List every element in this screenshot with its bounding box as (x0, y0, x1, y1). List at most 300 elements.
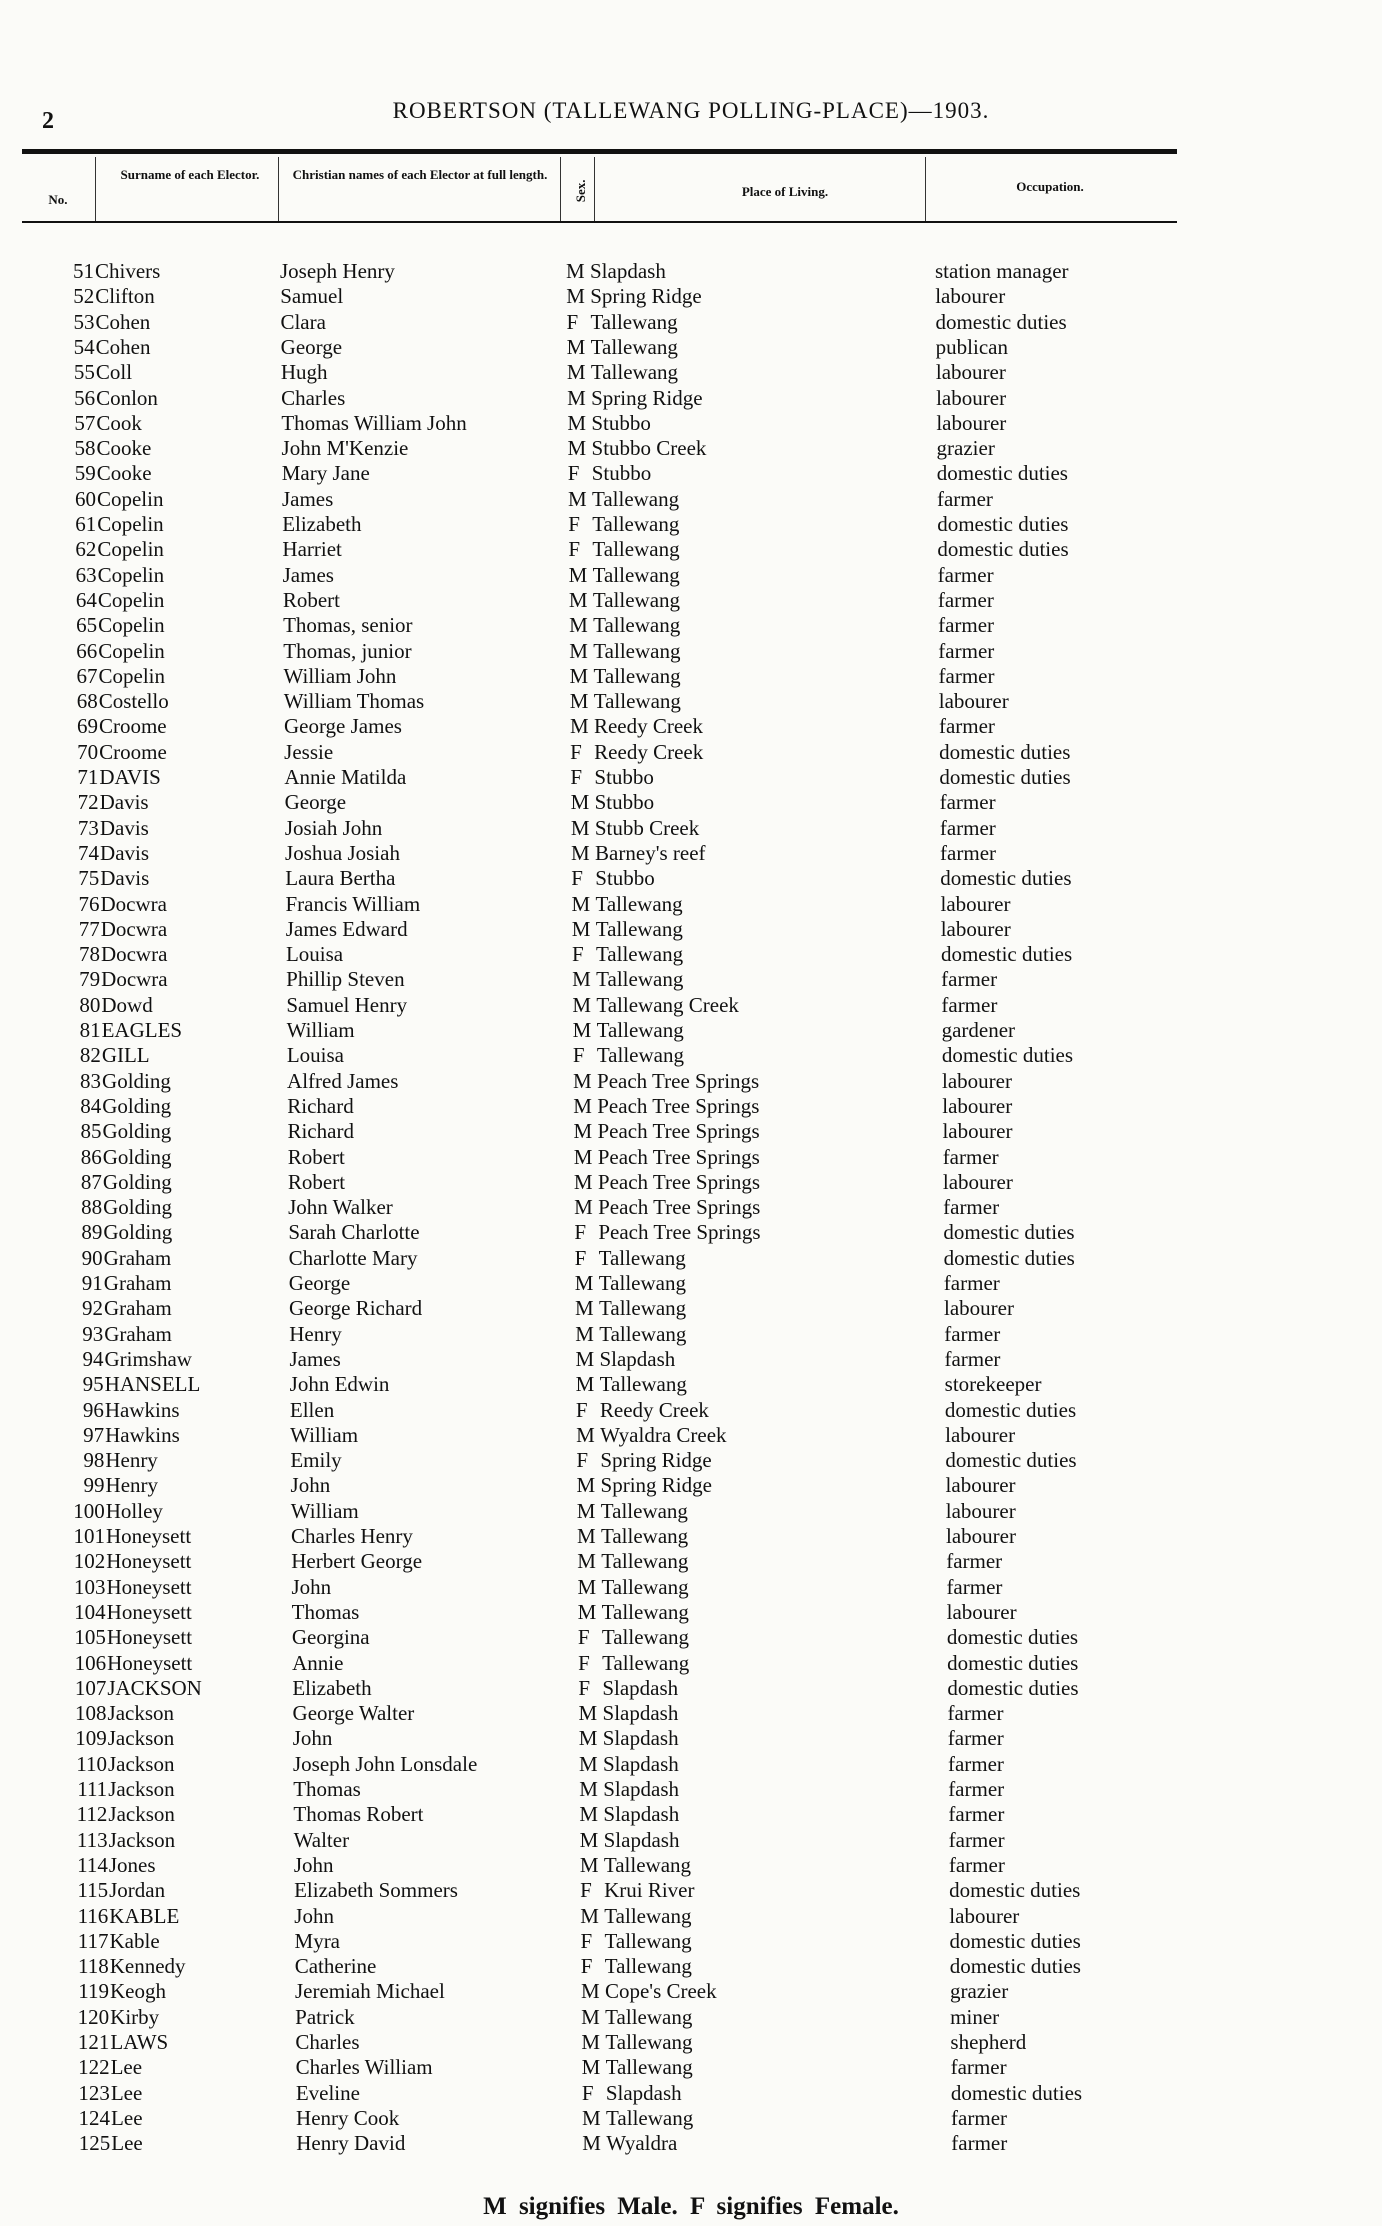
elector-row (0, 1701, 1382, 1726)
elector-occupation: farmer (948, 1777, 1005, 1801)
elector-surname: Jackson (107, 1726, 175, 1751)
elector-christian-names: Patrick (295, 2004, 355, 2029)
elector-row (0, 487, 1382, 512)
elector-surname: Golding (102, 1068, 171, 1093)
elector-surname: Holley (105, 1498, 163, 1523)
elector-sex: M (572, 992, 592, 1017)
elector-row (0, 1979, 1382, 2004)
elector-place-of-living: Tallewang (593, 689, 681, 714)
elector-surname: Copelin (97, 512, 164, 536)
elector-occupation: domestic duties (944, 1397, 1077, 1422)
elector-place-of-living: Peach Tree Springs (598, 1195, 761, 1220)
elector-sex: F (580, 1878, 592, 1903)
elector-surname: Lee (110, 2055, 143, 2080)
elector-surname: Coll (95, 360, 133, 385)
elector-number: 96 (82, 1397, 104, 1422)
elector-row (0, 1145, 1382, 1170)
elector-surname: Golding (102, 1144, 172, 1169)
elector-row (0, 335, 1382, 360)
elector-christian-names: John (294, 1903, 334, 1928)
elector-christian-names: Thomas (291, 1599, 360, 1624)
elector-place-of-living: Wyaldra Creek (600, 1422, 727, 1447)
elector-christian-names: George (280, 334, 343, 359)
elector-place-of-living: Tallewang (596, 1043, 684, 1068)
elector-occupation: domestic duties (935, 309, 1067, 334)
elector-sex: M (579, 1777, 598, 1801)
elector-sex: M (576, 1473, 596, 1498)
elector-place-of-living: Stubbo (591, 410, 651, 435)
elector-occupation: labourer (945, 1422, 1016, 1447)
elector-number: 120 (77, 2004, 110, 2029)
elector-sex: M (582, 2131, 601, 2156)
elector-place-of-living: Stubb Creek (594, 815, 700, 840)
elector-number: 90 (81, 1245, 103, 1270)
elector-sex: M (577, 1599, 597, 1624)
elector-surname: Grimshaw (104, 1346, 192, 1371)
elector-row (0, 563, 1382, 588)
elector-row (0, 1473, 1382, 1498)
elector-row (0, 461, 1382, 486)
elector-surname: Jackson (107, 1751, 175, 1776)
elector-sex: M (578, 1701, 598, 1726)
elector-place-of-living: Tallewang (596, 967, 684, 992)
elector-number: 93 (82, 1321, 104, 1346)
elector-place-of-living: Wyaldra (606, 2131, 678, 2156)
elector-surname: Cooke (96, 436, 152, 461)
elector-surname: Copelin (96, 486, 164, 511)
elector-surname: Docwra (100, 942, 168, 967)
elector-surname: Keogh (109, 1979, 166, 2004)
elector-christian-names: William (290, 1422, 359, 1447)
elector-sex: F (576, 1448, 589, 1473)
elector-row (0, 967, 1382, 992)
elector-place-of-living: Tallewang (596, 1018, 684, 1042)
elector-row (0, 1246, 1382, 1271)
elector-sex: M (580, 1903, 599, 1928)
elector-sex: F (574, 1220, 587, 1245)
elector-occupation: farmer (936, 486, 993, 511)
elector-surname: Honeysett (106, 1524, 192, 1548)
column-divider (594, 157, 595, 221)
elector-row (0, 1423, 1382, 1448)
header-surname: Surname of each Elector. (120, 167, 260, 182)
elector-christian-names: Hugh (280, 360, 328, 385)
elector-occupation: farmer (950, 2055, 1007, 2080)
elector-surname: Docwra (101, 967, 168, 992)
elector-occupation: farmer (946, 1549, 1003, 1574)
elector-place-of-living: Slapdash (602, 1751, 679, 1776)
elector-christian-names: Laura Bertha (285, 866, 396, 891)
elector-occupation: farmer (943, 1271, 1000, 1295)
elector-place-of-living: Reedy Creek (593, 714, 703, 739)
elector-number: 102 (73, 1549, 106, 1574)
elector-occupation: farmer (948, 1827, 1005, 1852)
elector-surname: Lee (111, 2105, 143, 2130)
elector-christian-names: Joseph Henry (280, 259, 395, 283)
elector-place-of-living: Reedy Creek (599, 1397, 709, 1422)
elector-christian-names: John (290, 1473, 331, 1498)
elector-occupation: domestic duties (949, 1878, 1081, 1903)
elector-surname: Honeysett (106, 1549, 192, 1574)
elector-sex: M (574, 1271, 594, 1295)
elector-occupation: domestic duties (940, 942, 1073, 967)
elector-number: 65 (76, 613, 98, 638)
elector-surname: Jackson (108, 1777, 175, 1801)
elector-christian-names: Charles William (295, 2055, 433, 2080)
elector-surname: Golding (103, 1195, 172, 1220)
elector-surname: Kirby (110, 2004, 160, 2029)
elector-sex: M (566, 259, 585, 283)
elector-occupation: farmer (942, 1144, 999, 1169)
elector-place-of-living: Slapdash (602, 1701, 679, 1726)
elector-sex: M (567, 436, 587, 461)
elector-christian-names: Henry David (296, 2131, 406, 2156)
elector-number: 61 (75, 512, 97, 536)
elector-row (0, 1220, 1382, 1245)
elector-christian-names: Herbert George (291, 1549, 423, 1574)
elector-christian-names: Ellen (289, 1397, 335, 1422)
elector-row (0, 613, 1382, 638)
elector-sex: F (570, 765, 583, 789)
elector-number: 104 (74, 1599, 106, 1624)
elector-christian-names: Elizabeth (282, 512, 362, 536)
elector-surname: Graham (104, 1296, 172, 1321)
elector-surname: Jackson (108, 1802, 175, 1827)
elector-christian-names: Thomas (293, 1777, 361, 1801)
elector-number: 60 (74, 486, 96, 511)
elector-occupation: domestic duties (949, 1928, 1081, 1953)
elector-occupation: domestic duties (946, 1625, 1079, 1650)
elector-number: 76 (78, 891, 100, 916)
elector-occupation: farmer (937, 587, 994, 612)
elector-sex: M (566, 284, 585, 309)
elector-occupation: farmer (938, 714, 995, 739)
elector-christian-names: Charlotte Mary (288, 1245, 418, 1270)
elector-number: 103 (73, 1574, 106, 1599)
elector-row (0, 689, 1382, 714)
elector-surname: KABLE (109, 1903, 180, 1928)
elector-row (0, 1651, 1382, 1676)
elector-row (0, 1904, 1382, 1929)
elector-place-of-living: Tallewang (605, 2055, 693, 2080)
elector-christian-names: Louisa (285, 942, 344, 967)
elector-row (0, 2131, 1382, 2156)
elector-surname: Costello (98, 689, 169, 714)
elector-surname: Docwra (100, 891, 167, 916)
elector-surname: Jackson (107, 1701, 175, 1726)
elector-christian-names: John Walker (288, 1195, 393, 1220)
elector-christian-names: Henry Cook (296, 2105, 400, 2130)
elector-surname: Lee (110, 2080, 143, 2105)
elector-sex: M (573, 1144, 593, 1169)
elector-occupation: domestic duties (937, 537, 1069, 562)
elector-row (0, 892, 1382, 917)
elector-christian-names: Elizabeth (292, 1675, 372, 1700)
elector-christian-names: George (284, 790, 347, 815)
elector-christian-names: Eveline (295, 2080, 360, 2105)
elector-surname: Graham (103, 1271, 172, 1295)
elector-christian-names: John Edwin (289, 1372, 390, 1397)
column-divider (560, 157, 561, 221)
elector-occupation: publican (935, 334, 1008, 359)
elector-place-of-living: Tallewang (604, 1954, 692, 1979)
elector-sex: M (579, 1827, 599, 1852)
elector-number: 82 (79, 1043, 101, 1068)
elector-surname: Lee (111, 2131, 143, 2156)
elector-sex: M (566, 334, 586, 359)
elector-number: 73 (77, 815, 99, 840)
elector-row (0, 2030, 1382, 2055)
elector-occupation: labourer (942, 1119, 1013, 1144)
elector-surname: Golding (103, 1220, 173, 1245)
elector-occupation: farmer (947, 1726, 1004, 1751)
elector-sex: M (577, 1524, 596, 1548)
elector-sex: M (569, 638, 588, 663)
elector-place-of-living: Tallewang (590, 309, 678, 334)
elector-christian-names: Harriet (282, 537, 342, 562)
elector-surname: Davis (99, 790, 149, 815)
elector-number: 112 (76, 1802, 108, 1827)
elector-row (0, 1018, 1382, 1043)
elector-sex: M (570, 815, 590, 840)
elector-place-of-living: Spring Ridge (591, 385, 703, 410)
elector-sex: M (569, 663, 589, 688)
elector-place-of-living: Peach Tree Springs (597, 1144, 760, 1169)
elector-christian-names: Charles (281, 385, 346, 410)
elector-surname: Kable (109, 1928, 160, 1953)
elector-number: 86 (80, 1144, 102, 1169)
elector-place-of-living: Spring Ridge (600, 1448, 712, 1473)
elector-occupation: domestic duties (945, 1448, 1077, 1473)
elector-surname: Croome (99, 739, 167, 764)
elector-place-of-living: Reedy Creek (594, 739, 704, 764)
elector-occupation: farmer (948, 1802, 1005, 1827)
elector-place-of-living: Tallewang (601, 1524, 689, 1548)
elector-sex: F (568, 537, 581, 562)
elector-number: 117 (77, 1928, 109, 1953)
elector-row (0, 1726, 1382, 1751)
elector-place-of-living: Slapdash (603, 1802, 680, 1827)
elector-place-of-living: Tallewang (592, 562, 680, 587)
elector-christian-names: Josiah John (284, 815, 383, 840)
elector-occupation: domestic duties (943, 1245, 1075, 1270)
elector-surname: LAWS (110, 2030, 169, 2054)
elector-place-of-living: Stubbo (594, 765, 654, 789)
elector-christian-names: Thomas Robert (293, 1802, 424, 1827)
elector-occupation: storekeeper (944, 1372, 1042, 1397)
elector-row (0, 1600, 1382, 1625)
elector-christian-names: Joshua Josiah (285, 840, 400, 865)
elector-surname: JACKSON (107, 1675, 202, 1700)
elector-occupation: labourer (945, 1473, 1016, 1498)
elector-surname: Honeysett (107, 1650, 193, 1675)
page-title: ROBERTSON (TALLEWANG POLLING-PLACE)—1903. (392, 98, 990, 123)
elector-sex: F (570, 739, 582, 764)
elector-number: 109 (75, 1726, 107, 1751)
elector-christian-names: Thomas, senior (283, 613, 413, 638)
elector-place-of-living: Tallewang (602, 1650, 690, 1675)
elector-number: 69 (76, 714, 98, 739)
elector-number: 53 (73, 309, 95, 334)
elector-surname: Hawkins (105, 1422, 180, 1447)
elector-christian-names: Charles (295, 2030, 360, 2054)
header-place-of-living: Place of Living. (741, 184, 829, 199)
elector-occupation: domestic duties (939, 765, 1071, 789)
elector-number: 59 (74, 461, 96, 486)
elector-number: 123 (78, 2080, 110, 2105)
elector-surname: Cohen (95, 334, 151, 359)
elector-christian-names: Louisa (286, 1043, 344, 1068)
elector-place-of-living: Barney's reef (595, 840, 706, 865)
elector-place-of-living: Slapdash (605, 2080, 682, 2105)
elector-number: 81 (79, 1018, 101, 1042)
elector-christian-names: George Walter (292, 1701, 415, 1726)
elector-surname: Davis (100, 840, 150, 865)
elector-sex: F (578, 1650, 590, 1675)
elector-place-of-living: Tallewang (599, 1321, 687, 1346)
elector-occupation: farmer (938, 613, 995, 638)
elector-occupation: domestic duties (947, 1650, 1079, 1675)
elector-number: 72 (77, 790, 99, 815)
elector-number: 66 (76, 638, 98, 663)
elector-sex: M (568, 587, 588, 612)
elector-row (0, 1625, 1382, 1650)
elector-place-of-living: Stubbo (591, 461, 652, 486)
elector-sex: M (574, 1195, 593, 1220)
elector-surname: Henry (105, 1473, 159, 1498)
elector-christian-names: William (286, 1018, 355, 1042)
elector-number: 100 (73, 1498, 105, 1523)
elector-christian-names: Georgina (291, 1625, 370, 1650)
elector-row (0, 841, 1382, 866)
elector-surname: Docwra (100, 916, 168, 941)
elector-surname: Hawkins (104, 1397, 180, 1422)
elector-number: 95 (82, 1372, 104, 1397)
elector-christian-names: Thomas William John (281, 410, 467, 435)
elector-surname: Honeysett (106, 1625, 193, 1650)
elector-sex: M (578, 1726, 598, 1751)
elector-place-of-living: Stubbo (595, 866, 655, 891)
elector-occupation: grazier (949, 1979, 1009, 2004)
elector-row (0, 588, 1382, 613)
elector-occupation: labourer (949, 1903, 1020, 1928)
elector-sex: F (577, 1625, 590, 1650)
elector-number: 94 (82, 1346, 104, 1371)
elector-christian-names: Thomas, junior (283, 638, 412, 663)
elector-place-of-living: Tallewang (603, 1852, 692, 1877)
elector-occupation: labourer (940, 891, 1011, 916)
elector-occupation: farmer (951, 2105, 1008, 2130)
elector-sex: M (570, 790, 590, 815)
elector-occupation: domestic duties (947, 1675, 1079, 1700)
elector-christian-names: William (290, 1498, 359, 1523)
elector-number: 64 (75, 587, 97, 612)
elector-surname: Chivers (95, 259, 161, 283)
elector-surname: Henry (105, 1448, 158, 1473)
elector-christian-names: Richard (287, 1093, 354, 1118)
elector-number: 55 (73, 360, 95, 385)
elector-number: 97 (83, 1422, 105, 1447)
elector-occupation: farmer (944, 1346, 1001, 1371)
elector-sex: M (580, 1979, 600, 2004)
column-divider (278, 157, 279, 221)
elector-row (0, 1448, 1382, 1473)
elector-sex: M (566, 360, 586, 385)
elector-surname: Copelin (98, 663, 166, 688)
elector-number: 51 (73, 259, 94, 283)
elector-place-of-living: Tallewang (598, 1245, 686, 1270)
elector-row (0, 1043, 1382, 1068)
elector-row (0, 2055, 1382, 2080)
elector-sex: M (576, 1422, 595, 1447)
elector-sex: F (567, 461, 580, 486)
elector-surname: Kennedy (109, 1954, 186, 1979)
elector-row (0, 2106, 1382, 2131)
elector-row (0, 1878, 1382, 1903)
elector-row (0, 1777, 1382, 1802)
elector-row (0, 866, 1382, 891)
elector-christian-names: Henry (289, 1321, 342, 1346)
elector-occupation: farmer (938, 663, 995, 688)
elector-place-of-living: Tallewang (590, 360, 679, 385)
elector-place-of-living: Tallewang (598, 1271, 686, 1295)
elector-row (0, 917, 1382, 942)
elector-surname: Honeysett (106, 1599, 192, 1624)
elector-place-of-living: Tallewang (601, 1599, 689, 1624)
elector-sex: M (569, 689, 589, 714)
elector-number: 125 (78, 2131, 111, 2156)
elector-sex: M (567, 385, 586, 410)
header-christian-names: Christian names of each Elector at full length. (292, 167, 548, 182)
elector-row (0, 993, 1382, 1018)
elector-place-of-living: Slapdash (599, 1346, 676, 1371)
elector-christian-names: Charles Henry (291, 1524, 413, 1548)
elector-surname: Jordan (109, 1878, 166, 1903)
elector-sex: F (568, 512, 580, 536)
elector-occupation: domestic duties (940, 866, 1072, 891)
elector-sex: M (572, 1018, 592, 1042)
elector-place-of-living: Tallewang (604, 1928, 692, 1953)
elector-occupation: domestic duties (949, 1954, 1081, 1979)
elector-row (0, 714, 1382, 739)
elector-surname: Clifton (95, 284, 155, 309)
elector-number: 118 (78, 1954, 109, 1979)
elector-sex: F (566, 309, 579, 334)
elector-number: 80 (79, 992, 101, 1017)
elector-number: 52 (73, 284, 95, 309)
elector-sex: M (573, 1093, 592, 1118)
elector-occupation: farmer (951, 2131, 1008, 2156)
elector-row (0, 1549, 1382, 1574)
header-occupation: Occupation. (1016, 179, 1084, 194)
elector-row (0, 2005, 1382, 2030)
elector-number: 77 (78, 916, 100, 941)
elector-place-of-living: Tallewang (595, 891, 683, 916)
elector-number: 71 (77, 765, 99, 789)
elector-row (0, 1575, 1382, 1600)
elector-sex: M (572, 967, 591, 992)
elector-row (0, 310, 1382, 335)
elector-number: 91 (81, 1271, 103, 1295)
elector-place-of-living: Peach Tree Springs (597, 1169, 761, 1194)
elector-occupation: farmer (940, 840, 997, 865)
elector-number: 115 (77, 1878, 109, 1903)
elector-sex: M (568, 562, 588, 587)
elector-surname: Golding (102, 1093, 172, 1118)
elector-occupation: labourer (942, 1093, 1013, 1118)
elector-number: 70 (77, 739, 99, 764)
elector-occupation: shepherd (950, 2030, 1027, 2054)
